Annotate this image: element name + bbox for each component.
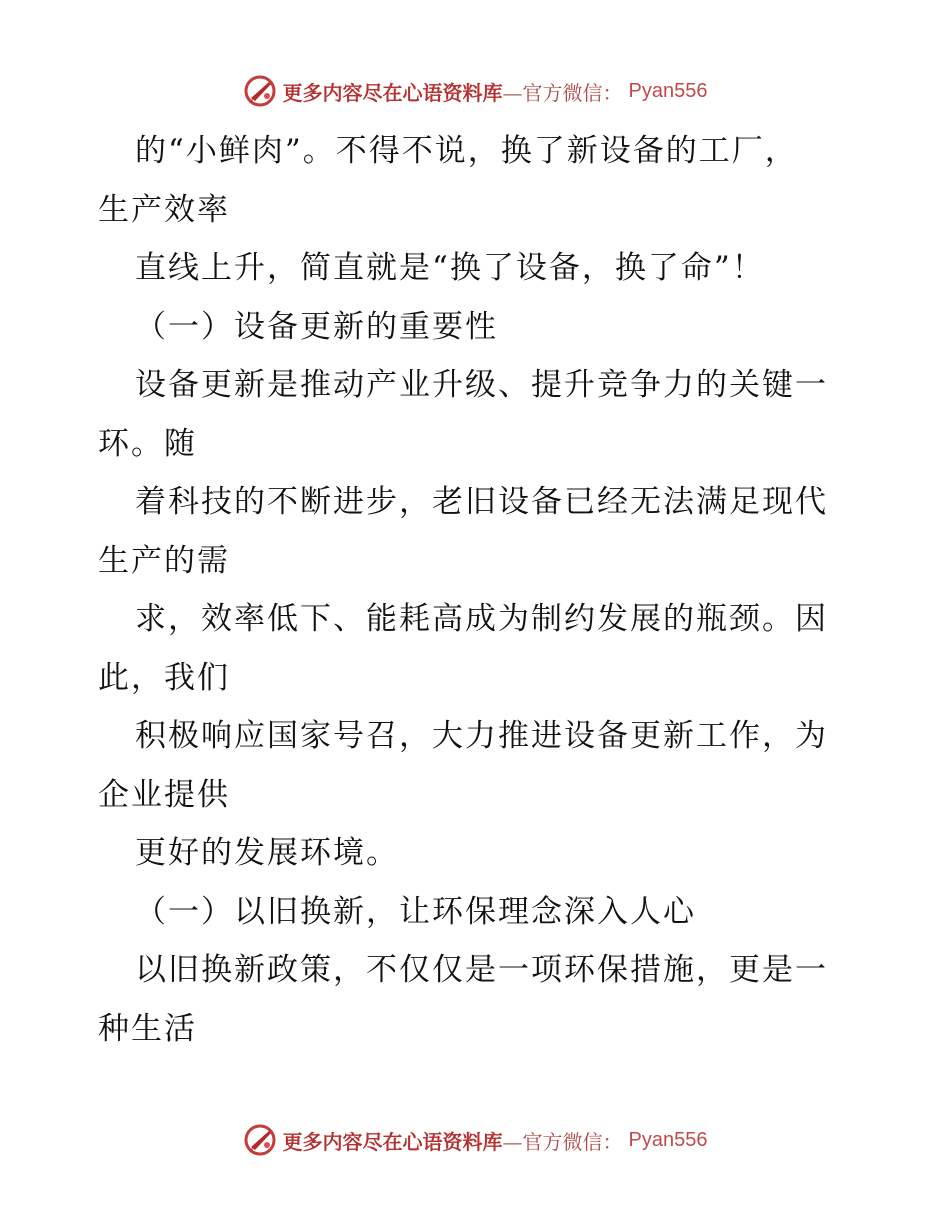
line-wrap-text: 生产效率: [98, 191, 230, 228]
paragraph-line: [98, 707, 858, 824]
banner-dash: —: [502, 80, 523, 105]
section-heading: [98, 883, 858, 942]
banner-title: 更多内容尽在心语资料库: [282, 1129, 503, 1154]
section-heading: [98, 298, 858, 357]
line-text: 直线上升，简直就是“换了设备，换了命”！: [135, 250, 765, 286]
line-text: 以旧换新政策，不仅仅是一项环保措施，更是一: [135, 952, 828, 988]
line-wrap-text: 环。随: [98, 425, 197, 462]
paragraph-line: [98, 239, 858, 298]
line-text: （一）以旧换新，让环保理念深入人心: [135, 893, 696, 930]
banner-text: [283, 77, 623, 106]
banner-title: 更多内容尽在心语资料库: [282, 80, 503, 105]
banner-text: [283, 1126, 623, 1155]
line-wrap-text: 种生活: [98, 1010, 197, 1047]
line-wrap-text: 此，我们: [98, 659, 230, 696]
paragraph-line: [98, 824, 858, 883]
logo-icon: [243, 1123, 277, 1157]
paragraph-line: [98, 590, 858, 707]
banner-wechat-label: 官方微信：: [522, 1129, 623, 1154]
line-text: 更好的发展环境。: [135, 835, 399, 871]
banner-dash: —: [502, 1129, 523, 1154]
document-body: [98, 122, 858, 1058]
banner-wechat-label: 官方微信：: [522, 80, 623, 105]
paragraph-line: [98, 122, 858, 239]
paragraph-line: [98, 941, 858, 1058]
line-text: 着科技的不断进步，老旧设备已经无法满足现代: [135, 484, 828, 520]
banner-wechat-id: Pyan556: [628, 79, 708, 102]
header-banner: [0, 71, 950, 111]
line-wrap-text: 生产的需: [98, 542, 230, 579]
line-text: 设备更新是推动产业升级、提升竞争力的关键一: [135, 367, 828, 403]
line-text: 求，效率低下、能耗高成为制约发展的瓶颈。因: [135, 601, 828, 637]
paragraph-line: [98, 473, 858, 590]
line-text: 积极响应国家号召，大力推进设备更新工作，为: [135, 718, 828, 754]
paragraph-line: [98, 356, 858, 473]
line-text: （一）设备更新的重要性: [135, 308, 498, 345]
footer-banner: [0, 1120, 950, 1160]
banner-wechat-id: Pyan556: [628, 1128, 708, 1151]
logo-icon: [243, 74, 277, 108]
line-wrap-text: 企业提供: [98, 776, 230, 813]
line-text: 的“小鲜肉”。不得不说，换了新设备的工厂，: [135, 133, 798, 169]
